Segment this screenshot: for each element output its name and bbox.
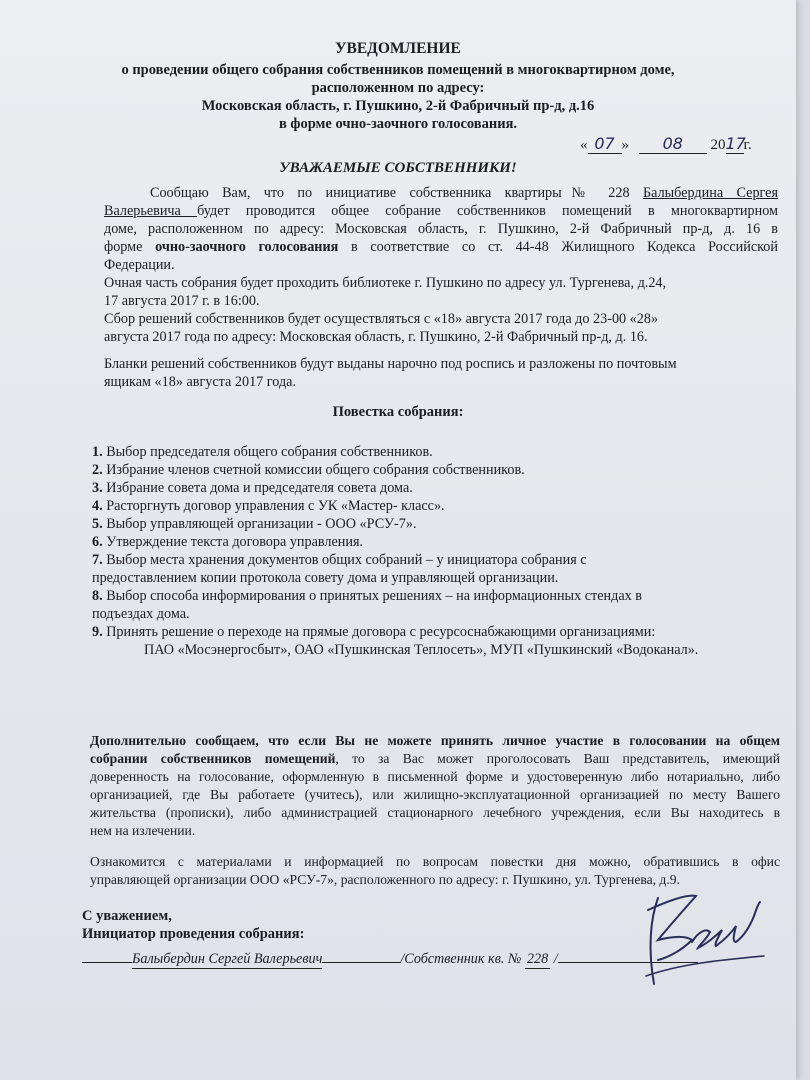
date-year-prefix: 20 (710, 137, 726, 153)
additional-line-1: Дополнительно сообщаем, что если Вы не можете принять личное участие в голосовании на общем (90, 733, 780, 748)
agenda-item (92, 444, 433, 461)
intro-text: Сообщаю Вам, что по инициативе собственника квартиры№ 228 (150, 185, 643, 201)
agenda-item (92, 588, 642, 605)
agenda-item-text: Избрание членов счетной комиссии общего собрания собственников. (102, 462, 525, 478)
agenda-item-text: Выбор места хранения документов общих собраний – у инициатора собрания с (102, 552, 587, 568)
notice-date (580, 134, 752, 154)
notice-subtitle-line-2: расположенном по адресу: (311, 80, 485, 96)
intro-line-10: Бланки решений собственников будут выданы нарочно под роспись и разложены по почтовым (104, 356, 677, 372)
date-close-quote: » (621, 137, 629, 153)
notice-subtitle-line-1: о проведении общего собрания собственников помещений в многоквартирном доме, (121, 62, 675, 78)
agenda-item-text: ПАО «Мосэнергосбыт», ОАО «Пушкинская Теплосеть», МУП «Пушкинский «Водоканал». (144, 642, 699, 658)
agenda-item (92, 606, 190, 623)
agenda-item (92, 624, 655, 641)
agenda-item (92, 498, 445, 515)
agenda-item-text: Избрание совета дома и председателя совета дома. (102, 480, 413, 496)
intro-line-4 (104, 239, 778, 256)
voting-form-bold: очно-заочного голосования (155, 239, 339, 255)
blank-line-right (322, 962, 400, 963)
agenda-item-number: 5. (92, 516, 103, 532)
agenda-item (92, 552, 587, 569)
additional-line-5: жительства (прописки), либо администрацией стационарного лечебного учреждения, если Вы находитесь в (90, 805, 780, 820)
agenda-item-number: 1. (92, 444, 103, 460)
closing-regards: С уважением, (82, 908, 172, 924)
intro-text: будет проводится общее собрание собственников помещений в многоквартирном (197, 203, 778, 219)
agenda-item-number: 8. (92, 588, 103, 604)
agenda-item-text: подъездах дома. (92, 606, 190, 622)
owner-slash: / (550, 951, 558, 967)
materials-line-1: Ознакомится с материалами и информацией по вопросам повестки дня можно, обратившись в офис (90, 854, 780, 869)
intro-line-5: Федерации. (104, 257, 175, 273)
intro-line-7: 17 августа 2017 г. в 16:00. (104, 293, 260, 309)
agenda-item-number: 3. (92, 480, 103, 496)
date-day: 07 (588, 134, 622, 154)
agenda-item-number: 6. (92, 534, 103, 550)
agenda-item-number: 9. (92, 624, 103, 640)
notice-title: УВЕДОМЛЕНИЕ (335, 40, 461, 57)
materials-line-2: управляющей организации ООО «РСУ-7», расположенного по адресу: г. Пушкино, ул. Тургенева, д.9. (90, 872, 680, 887)
agenda-item-text: Утверждение текста договора управления. (102, 534, 364, 550)
agenda-item (92, 570, 558, 587)
date-month: 08 (639, 134, 707, 154)
additional-line-2 (90, 751, 780, 767)
agenda-item (92, 534, 363, 551)
intro-line-8: Сбор решений собственников будет осуществляться с «18» августа 2017 года до 23-00 «28» (104, 311, 659, 327)
agenda-item (92, 480, 413, 497)
intro-text: форме (104, 239, 156, 255)
date-year-mark: г. (743, 137, 752, 153)
agenda-item-number: 2. (92, 462, 103, 478)
agenda-item-text: Выбор председателя общего собрания собственников. (102, 444, 433, 460)
notice-voting-form: в форме очно-заочного голосования. (278, 116, 518, 132)
agenda-item-number: 4. (92, 498, 103, 514)
agenda-item-text: Выбор способа информирования о принятых решениях – на информационных стендах в (102, 588, 642, 604)
initiator-name-part-2: Валерьевича (104, 203, 198, 219)
owner-label: /Собственник кв. № (400, 951, 525, 967)
closing-initiator: Инициатор проведения собрания: (82, 926, 305, 942)
additional-bold: собрании собственников помещений (90, 751, 336, 766)
agenda-item (92, 462, 525, 479)
agenda-item-text: Принять решение о переходе на прямые договора с ресурсоснабжающими организациями: (102, 624, 656, 640)
intro-line-1 (150, 185, 778, 202)
intro-line-3: доме, расположенном по адресу: Московская область, г. Пушкино, 2-й Фабричный пр-д, д. 16 в (104, 221, 778, 237)
agenda-item (92, 516, 417, 533)
intro-line-2 (104, 203, 778, 220)
intro-line-11: ящикам «18» августа 2017 года. (104, 374, 297, 390)
intro-line-6: Очная часть собрания будет проходить библиотеке г. Пушкино по адресу ул. Тургенева, д.24, (104, 275, 667, 291)
additional-line-3: доверенность на голосование, оформленную в письменной форме и удостоверенную либо нотариально, либо (90, 769, 780, 784)
apartment-number: 228 (526, 951, 549, 967)
additional-line-6: нем на излечении. (90, 823, 196, 838)
date-year-suffix: 17 (725, 134, 746, 153)
additional-line-4: организацией, где Вы работаете (учитесь), или жилищно-эксплуатационной организацией по месту Вашего (90, 787, 780, 802)
notice-address: Московская область, г. Пушкино, 2-й Фабричный пр-д, д.16 (201, 98, 595, 114)
agenda-item-text: Выбор управляющей организации - ООО «РСУ-7». (102, 516, 417, 532)
agenda-item-number: 7. (92, 552, 103, 568)
agenda-item (144, 642, 698, 659)
intro-text: в соответствие со ст. 44-48 Жилищного Кодекса Российской (338, 239, 778, 255)
agenda-item-text: предоставлением копии протокола совету дома и управляющей организации. (92, 570, 559, 586)
intro-line-9: августа 2017 года по адресу: Московская область, г. Пушкино, 2-й Фабричный пр-д, д. 16. (104, 329, 648, 345)
initiator-full-name: Балыбердин Сергей Валерьевич (132, 951, 323, 967)
blank-line-left (82, 962, 132, 963)
date-open-quote: « (580, 137, 588, 153)
greeting: УВАЖАЕМЫЕ СОБСТВЕННИКИ! (279, 160, 517, 176)
additional-text: , то за Вас может проголосовать Ваш представитель, имеющий (335, 751, 780, 766)
agenda-item-text: Расторгнуть договор управления с УК «Мастер- класс». (102, 498, 445, 514)
signature-line (82, 951, 698, 969)
agenda-title: Повестка собрания: (332, 404, 464, 420)
initiator-name-part-1: Балыбердина Сергея (643, 185, 778, 201)
handwritten-signature-icon (640, 880, 770, 1000)
